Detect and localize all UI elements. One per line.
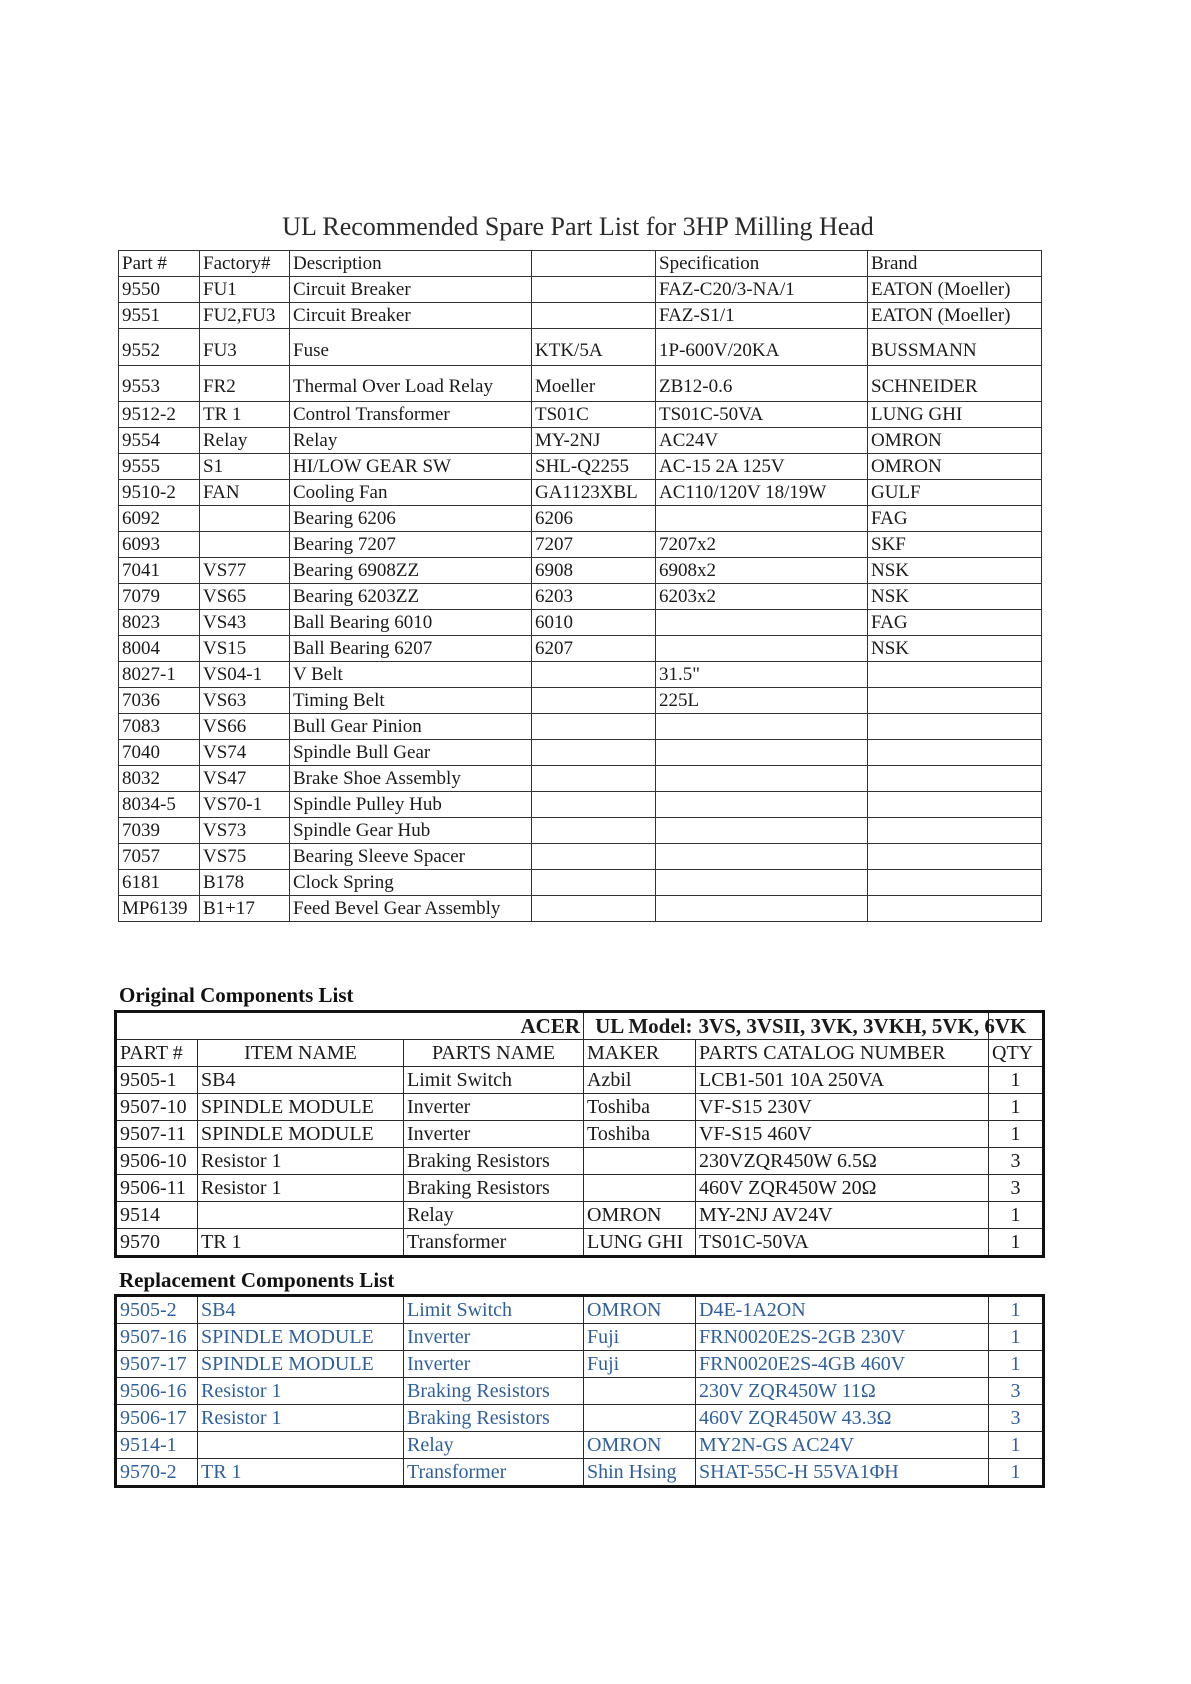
table-row bbox=[119, 714, 1042, 740]
table-row bbox=[119, 662, 1042, 688]
table-cell: D4E-1A2ON bbox=[696, 1296, 989, 1324]
table-cell: 1 bbox=[989, 1229, 1044, 1257]
table-cell bbox=[656, 792, 868, 818]
table-cell: BUSSMANN bbox=[868, 329, 1042, 366]
spare-list-title: UL Recommended Spare Part List for 3HP Milling Head bbox=[282, 212, 874, 241]
table-cell: MY-2NJ bbox=[532, 428, 656, 454]
table-cell: MY2N-GS AC24V bbox=[696, 1432, 989, 1459]
table-cell: NSK bbox=[868, 558, 1042, 584]
table-cell: EATON (Moeller) bbox=[868, 277, 1042, 303]
table-cell: AC-15 2A 125V bbox=[656, 454, 868, 480]
table-row bbox=[119, 818, 1042, 844]
table-cell: 1 bbox=[989, 1324, 1044, 1351]
table-row bbox=[119, 303, 1042, 329]
table-cell: 9514-1 bbox=[116, 1432, 198, 1459]
table-cell: Braking Resistors bbox=[404, 1148, 584, 1175]
table-cell: HI/LOW GEAR SW bbox=[290, 454, 532, 480]
table-cell: 31.5" bbox=[656, 662, 868, 688]
table-cell bbox=[532, 844, 656, 870]
table-cell: Bearing Sleeve Spacer bbox=[290, 844, 532, 870]
table-cell: Bearing 7207 bbox=[290, 532, 532, 558]
table-cell: VS73 bbox=[200, 818, 290, 844]
table-cell bbox=[656, 766, 868, 792]
header-parts-name: PARTS NAME bbox=[404, 1040, 584, 1067]
table-cell: 9507-17 bbox=[116, 1351, 198, 1378]
table-cell: 6092 bbox=[119, 506, 200, 532]
table-cell bbox=[868, 740, 1042, 766]
table-cell: VS43 bbox=[200, 610, 290, 636]
table-cell: TR 1 bbox=[198, 1459, 404, 1487]
table-cell: 1P-600V/20KA bbox=[656, 329, 868, 366]
table-cell: 6093 bbox=[119, 532, 200, 558]
table-cell: Resistor 1 bbox=[198, 1405, 404, 1432]
table-cell: 6207 bbox=[532, 636, 656, 662]
table-cell: FR2 bbox=[200, 366, 290, 402]
table-cell: Spindle Bull Gear bbox=[290, 740, 532, 766]
table-cell: SHAT-55C-H 55VA1ΦH bbox=[696, 1459, 989, 1487]
table-cell: Bearing 6203ZZ bbox=[290, 584, 532, 610]
table-cell: OMRON bbox=[584, 1296, 696, 1324]
table-row bbox=[116, 1148, 1044, 1175]
table-cell: SKF bbox=[868, 532, 1042, 558]
table-cell: Circuit Breaker bbox=[290, 303, 532, 329]
table-cell: Limit Switch bbox=[404, 1296, 584, 1324]
table-cell bbox=[532, 792, 656, 818]
table-row bbox=[116, 1432, 1044, 1459]
table-row bbox=[119, 532, 1042, 558]
table-row bbox=[116, 1405, 1044, 1432]
table-cell: Clock Spring bbox=[290, 870, 532, 896]
table-cell bbox=[584, 1148, 696, 1175]
table-cell bbox=[532, 740, 656, 766]
table-cell: KTK/5A bbox=[532, 329, 656, 366]
table-cell: 1 bbox=[989, 1432, 1044, 1459]
table-cell: 6908x2 bbox=[656, 558, 868, 584]
table-cell: 8034-5 bbox=[119, 792, 200, 818]
table-row bbox=[119, 740, 1042, 766]
table-cell: 8004 bbox=[119, 636, 200, 662]
table-cell: SHL-Q2255 bbox=[532, 454, 656, 480]
table-cell bbox=[532, 870, 656, 896]
table-row bbox=[116, 1094, 1044, 1121]
table-cell: 9510-2 bbox=[119, 480, 200, 506]
table-cell: 9570-2 bbox=[116, 1459, 198, 1487]
table-cell: OMRON bbox=[584, 1432, 696, 1459]
table-row bbox=[116, 1296, 1044, 1324]
table-cell bbox=[868, 818, 1042, 844]
table-cell: VS15 bbox=[200, 636, 290, 662]
table-cell: VS66 bbox=[200, 714, 290, 740]
header-model bbox=[532, 251, 656, 277]
table-row bbox=[119, 766, 1042, 792]
table-cell bbox=[656, 740, 868, 766]
table-cell: Spindle Pulley Hub bbox=[290, 792, 532, 818]
table-cell: Spindle Gear Hub bbox=[290, 818, 532, 844]
table-cell bbox=[868, 870, 1042, 896]
table-cell bbox=[532, 662, 656, 688]
table-cell: 7040 bbox=[119, 740, 200, 766]
table-cell bbox=[868, 844, 1042, 870]
table-cell: 9551 bbox=[119, 303, 200, 329]
table-cell: TR 1 bbox=[200, 402, 290, 428]
table-cell: Ball Bearing 6010 bbox=[290, 610, 532, 636]
table-row bbox=[119, 584, 1042, 610]
table-cell: FU2,FU3 bbox=[200, 303, 290, 329]
table-cell bbox=[532, 818, 656, 844]
table-cell: Control Transformer bbox=[290, 402, 532, 428]
table-cell: 460V ZQR450W 20Ω bbox=[696, 1175, 989, 1202]
table-row bbox=[119, 558, 1042, 584]
table-cell bbox=[656, 506, 868, 532]
table-row bbox=[119, 480, 1042, 506]
table-cell bbox=[200, 532, 290, 558]
table-cell: Timing Belt bbox=[290, 688, 532, 714]
table-cell: 230V ZQR450W 11Ω bbox=[696, 1378, 989, 1405]
table-cell bbox=[198, 1432, 404, 1459]
table-cell: Resistor 1 bbox=[198, 1148, 404, 1175]
table-cell bbox=[656, 610, 868, 636]
table-cell: Limit Switch bbox=[404, 1067, 584, 1094]
table-row bbox=[119, 636, 1042, 662]
table-cell bbox=[656, 818, 868, 844]
model-label: UL Model: bbox=[584, 1012, 696, 1040]
table-cell: MY-2NJ AV24V bbox=[696, 1202, 989, 1229]
header-factory-number: Factory# bbox=[200, 251, 290, 277]
table-cell: 7207 bbox=[532, 532, 656, 558]
table-cell: Transformer bbox=[404, 1459, 584, 1487]
header-brand: Brand bbox=[868, 251, 1042, 277]
header-maker: MAKER bbox=[584, 1040, 696, 1067]
table-cell: 7207x2 bbox=[656, 532, 868, 558]
table-cell: Feed Bevel Gear Assembly bbox=[290, 896, 532, 922]
table-cell: VS74 bbox=[200, 740, 290, 766]
table-cell bbox=[656, 714, 868, 740]
table-cell: 9506-17 bbox=[116, 1405, 198, 1432]
table-cell: Thermal Over Load Relay bbox=[290, 366, 532, 402]
table-cell: OMRON bbox=[868, 454, 1042, 480]
table-cell: 9550 bbox=[119, 277, 200, 303]
table-cell bbox=[656, 636, 868, 662]
table-cell: Fuji bbox=[584, 1324, 696, 1351]
table-row bbox=[119, 277, 1042, 303]
table-row bbox=[119, 870, 1042, 896]
model-list: 3VS, 3VSII, 3VK, 3VKH, 5VK, 6VK bbox=[696, 1012, 989, 1040]
table-row bbox=[119, 428, 1042, 454]
table-cell: Fuji bbox=[584, 1351, 696, 1378]
table-cell: Braking Resistors bbox=[404, 1175, 584, 1202]
table-cell bbox=[532, 896, 656, 922]
table-cell: Relay bbox=[404, 1432, 584, 1459]
table-cell: 6010 bbox=[532, 610, 656, 636]
table-cell: 9505-1 bbox=[116, 1067, 198, 1094]
table-cell bbox=[656, 896, 868, 922]
table-cell: 1 bbox=[989, 1202, 1044, 1229]
table-cell: TS01C-50VA bbox=[656, 402, 868, 428]
table-cell: Inverter bbox=[404, 1094, 584, 1121]
spare-table-body bbox=[119, 277, 1042, 922]
table-cell: Bearing 6908ZZ bbox=[290, 558, 532, 584]
table-row bbox=[116, 1324, 1044, 1351]
table-cell: Cooling Fan bbox=[290, 480, 532, 506]
table-row bbox=[116, 1459, 1044, 1487]
table-row bbox=[119, 688, 1042, 714]
table-cell: S1 bbox=[200, 454, 290, 480]
table-cell: AC110/120V 18/19W bbox=[656, 480, 868, 506]
table-cell: 7079 bbox=[119, 584, 200, 610]
table-cell: SB4 bbox=[198, 1296, 404, 1324]
table-cell: 3 bbox=[989, 1175, 1044, 1202]
table-cell: SPINDLE MODULE bbox=[198, 1351, 404, 1378]
table-cell bbox=[532, 303, 656, 329]
header-catalog-number: PARTS CATALOG NUMBER bbox=[696, 1040, 989, 1067]
table-cell: 225L bbox=[656, 688, 868, 714]
table-cell: GULF bbox=[868, 480, 1042, 506]
table-cell: V Belt bbox=[290, 662, 532, 688]
table-row bbox=[116, 1229, 1044, 1257]
table-cell: 9505-2 bbox=[116, 1296, 198, 1324]
table-cell: 230VZQR450W 6.5Ω bbox=[696, 1148, 989, 1175]
table-cell: 9555 bbox=[119, 454, 200, 480]
table-cell: VS04-1 bbox=[200, 662, 290, 688]
table-row bbox=[119, 329, 1042, 366]
spare-header-row bbox=[119, 251, 1042, 277]
original-table-body bbox=[116, 1067, 1044, 1257]
table-cell: 7083 bbox=[119, 714, 200, 740]
table-cell: Inverter bbox=[404, 1351, 584, 1378]
table-cell: 1 bbox=[989, 1351, 1044, 1378]
table-cell: LUNG GHI bbox=[868, 402, 1042, 428]
table-cell: 1 bbox=[989, 1296, 1044, 1324]
table-cell: Relay bbox=[404, 1202, 584, 1229]
table-cell: FAN bbox=[200, 480, 290, 506]
table-row bbox=[116, 1202, 1044, 1229]
table-cell: Azbil bbox=[584, 1067, 696, 1094]
table-cell bbox=[868, 766, 1042, 792]
header-specification: Specification bbox=[656, 251, 868, 277]
table-row bbox=[119, 792, 1042, 818]
table-cell: 9507-16 bbox=[116, 1324, 198, 1351]
table-cell: SPINDLE MODULE bbox=[198, 1094, 404, 1121]
table-cell: Toshiba bbox=[584, 1121, 696, 1148]
table-cell: VS47 bbox=[200, 766, 290, 792]
table-cell: VS70-1 bbox=[200, 792, 290, 818]
replacement-table-body bbox=[116, 1296, 1044, 1487]
table-cell: SPINDLE MODULE bbox=[198, 1121, 404, 1148]
original-components-table bbox=[114, 1010, 1045, 1258]
table-cell: VF-S15 230V bbox=[696, 1094, 989, 1121]
table-cell bbox=[198, 1202, 404, 1229]
table-cell: 9512-2 bbox=[119, 402, 200, 428]
table-cell bbox=[532, 688, 656, 714]
table-cell: 9553 bbox=[119, 366, 200, 402]
header-description: Description bbox=[290, 251, 532, 277]
table-cell: 9554 bbox=[119, 428, 200, 454]
header-item-name: ITEM NAME bbox=[198, 1040, 404, 1067]
table-row bbox=[119, 844, 1042, 870]
table-cell: Moeller bbox=[532, 366, 656, 402]
table-cell bbox=[868, 662, 1042, 688]
table-cell bbox=[868, 688, 1042, 714]
table-cell: Relay bbox=[290, 428, 532, 454]
table-cell bbox=[656, 870, 868, 896]
table-cell: 9507-10 bbox=[116, 1094, 198, 1121]
table-cell: OMRON bbox=[584, 1202, 696, 1229]
table-cell: 8027-1 bbox=[119, 662, 200, 688]
table-cell: Shin Hsing bbox=[584, 1459, 696, 1487]
table-cell: Transformer bbox=[404, 1229, 584, 1257]
table-cell bbox=[868, 896, 1042, 922]
original-header-row bbox=[116, 1040, 1044, 1067]
table-cell: 6203 bbox=[532, 584, 656, 610]
table-cell: Braking Resistors bbox=[404, 1378, 584, 1405]
table-cell: FRN0020E2S-4GB 460V bbox=[696, 1351, 989, 1378]
spare-part-table bbox=[118, 250, 1042, 922]
table-row bbox=[116, 1175, 1044, 1202]
table-cell: Bearing 6206 bbox=[290, 506, 532, 532]
table-cell: MP6139 bbox=[119, 896, 200, 922]
table-row bbox=[116, 1121, 1044, 1148]
table-cell bbox=[868, 714, 1042, 740]
table-cell: B178 bbox=[200, 870, 290, 896]
table-cell: FAZ-S1/1 bbox=[656, 303, 868, 329]
table-cell: TR 1 bbox=[198, 1229, 404, 1257]
brand-label: ACER bbox=[116, 1012, 584, 1040]
table-row bbox=[119, 610, 1042, 636]
replacement-components-title: Replacement Components List bbox=[119, 1268, 395, 1292]
header-part-number: PART # bbox=[116, 1040, 198, 1067]
table-cell bbox=[584, 1378, 696, 1405]
table-cell: Circuit Breaker bbox=[290, 277, 532, 303]
table-cell: 8023 bbox=[119, 610, 200, 636]
table-cell bbox=[200, 506, 290, 532]
table-cell: FAG bbox=[868, 506, 1042, 532]
table-cell bbox=[532, 277, 656, 303]
table-cell: Inverter bbox=[404, 1121, 584, 1148]
table-row bbox=[116, 1067, 1044, 1094]
table-cell: 6206 bbox=[532, 506, 656, 532]
table-cell: 7036 bbox=[119, 688, 200, 714]
table-row bbox=[119, 506, 1042, 532]
table-cell: Bull Gear Pinion bbox=[290, 714, 532, 740]
table-cell: GA1123XBL bbox=[532, 480, 656, 506]
table-cell: Fuse bbox=[290, 329, 532, 366]
table-cell: B1+17 bbox=[200, 896, 290, 922]
table-cell: 6203x2 bbox=[656, 584, 868, 610]
table-cell: VF-S15 460V bbox=[696, 1121, 989, 1148]
table-cell: FRN0020E2S-2GB 230V bbox=[696, 1324, 989, 1351]
table-cell: 460V ZQR450W 43.3Ω bbox=[696, 1405, 989, 1432]
table-cell: VS65 bbox=[200, 584, 290, 610]
table-cell bbox=[656, 844, 868, 870]
table-cell: FAZ-C20/3-NA/1 bbox=[656, 277, 868, 303]
table-cell: VS77 bbox=[200, 558, 290, 584]
table-cell: 8032 bbox=[119, 766, 200, 792]
table-cell: Ball Bearing 6207 bbox=[290, 636, 532, 662]
table-cell: 1 bbox=[989, 1094, 1044, 1121]
table-cell: OMRON bbox=[868, 428, 1042, 454]
table-cell: 7039 bbox=[119, 818, 200, 844]
replacement-components-table bbox=[114, 1294, 1045, 1488]
table-cell: 3 bbox=[989, 1378, 1044, 1405]
table-cell: 9570 bbox=[116, 1229, 198, 1257]
table-cell: 1 bbox=[989, 1067, 1044, 1094]
table-row bbox=[116, 1378, 1044, 1405]
table-cell: TS01C-50VA bbox=[696, 1229, 989, 1257]
table-cell: AC24V bbox=[656, 428, 868, 454]
table-cell: 9514 bbox=[116, 1202, 198, 1229]
table-cell: Toshiba bbox=[584, 1094, 696, 1121]
table-cell bbox=[868, 792, 1042, 818]
table-cell: Relay bbox=[200, 428, 290, 454]
table-cell: 1 bbox=[989, 1121, 1044, 1148]
table-cell: Resistor 1 bbox=[198, 1175, 404, 1202]
table-row bbox=[119, 896, 1042, 922]
table-cell: LUNG GHI bbox=[584, 1229, 696, 1257]
table-cell: NSK bbox=[868, 584, 1042, 610]
table-cell: NSK bbox=[868, 636, 1042, 662]
table-cell bbox=[584, 1405, 696, 1432]
table-cell: Inverter bbox=[404, 1324, 584, 1351]
table-cell: 6181 bbox=[119, 870, 200, 896]
header-qty: QTY bbox=[989, 1040, 1044, 1067]
table-cell bbox=[532, 714, 656, 740]
original-components-title: Original Components List bbox=[119, 983, 354, 1007]
table-cell: LCB1-501 10A 250VA bbox=[696, 1067, 989, 1094]
table-cell: FU1 bbox=[200, 277, 290, 303]
table-cell: 1 bbox=[989, 1459, 1044, 1487]
table-cell: 3 bbox=[989, 1405, 1044, 1432]
table-cell: FAG bbox=[868, 610, 1042, 636]
table-cell: 6908 bbox=[532, 558, 656, 584]
model-band-row bbox=[116, 1012, 1044, 1040]
table-cell: Brake Shoe Assembly bbox=[290, 766, 532, 792]
table-cell: Resistor 1 bbox=[198, 1378, 404, 1405]
table-cell: 3 bbox=[989, 1148, 1044, 1175]
table-cell: SCHNEIDER bbox=[868, 366, 1042, 402]
table-cell: 9506-11 bbox=[116, 1175, 198, 1202]
table-cell: ZB12-0.6 bbox=[656, 366, 868, 402]
table-row bbox=[119, 366, 1042, 402]
table-row bbox=[119, 454, 1042, 480]
table-cell: Braking Resistors bbox=[404, 1405, 584, 1432]
table-cell: FU3 bbox=[200, 329, 290, 366]
table-cell: EATON (Moeller) bbox=[868, 303, 1042, 329]
table-cell: 7041 bbox=[119, 558, 200, 584]
table-cell: 9552 bbox=[119, 329, 200, 366]
table-cell bbox=[532, 766, 656, 792]
table-cell: 9507-11 bbox=[116, 1121, 198, 1148]
table-cell: 9506-16 bbox=[116, 1378, 198, 1405]
table-cell: SPINDLE MODULE bbox=[198, 1324, 404, 1351]
table-cell: TS01C bbox=[532, 402, 656, 428]
table-row bbox=[116, 1351, 1044, 1378]
table-cell: SB4 bbox=[198, 1067, 404, 1094]
header-part-number: Part # bbox=[119, 251, 200, 277]
table-cell: VS63 bbox=[200, 688, 290, 714]
table-cell: VS75 bbox=[200, 844, 290, 870]
table-cell: 7057 bbox=[119, 844, 200, 870]
table-cell bbox=[584, 1175, 696, 1202]
table-cell: 9506-10 bbox=[116, 1148, 198, 1175]
table-row bbox=[119, 402, 1042, 428]
